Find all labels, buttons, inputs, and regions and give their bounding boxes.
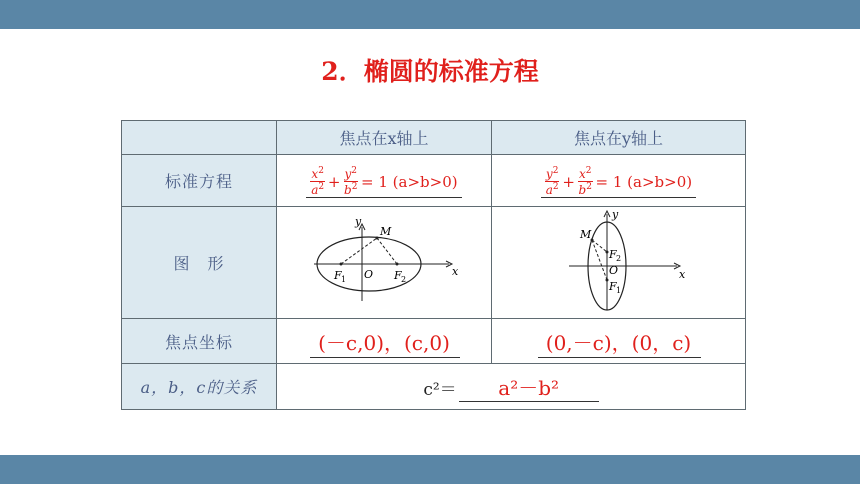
relation-equation xyxy=(423,372,598,402)
equation-x-axis-cell xyxy=(277,155,492,207)
relation-answer: a²－b² xyxy=(459,372,599,402)
ellipse-horizontal-figure xyxy=(294,213,474,309)
row-label-focus-coords: 焦点坐标 xyxy=(122,319,277,364)
focus-label-f2: F xyxy=(608,247,617,261)
subscript-2: 2 xyxy=(401,274,407,284)
subscript-2: 2 xyxy=(615,253,621,263)
axis-label-x: x xyxy=(678,267,685,281)
foci-x-axis-cell xyxy=(277,319,492,364)
origin-label: O xyxy=(364,267,374,281)
axis-label-x: x xyxy=(452,264,459,278)
equation-y-axis: $\frac{y^2}{a^2}$ + $\frac{x^2}{b^2}$ = 1 (a>b>0) xyxy=(541,167,696,198)
foci-y-axis-answer: (0,－c)，(0，c) xyxy=(542,327,695,356)
ellipse-table xyxy=(121,120,746,410)
equation-x-axis-rhs: = 1 (a>b>0) xyxy=(361,172,458,191)
point-label-m: M xyxy=(579,227,591,241)
point-label-m: M xyxy=(380,224,392,238)
focus-label-f2: F xyxy=(394,268,402,282)
focus-label-f1: F xyxy=(334,268,342,282)
page-title: 2．椭圆的标准方程 xyxy=(321,57,539,86)
row-label-standard-equation: 标准方程 xyxy=(122,155,277,207)
bottom-banner xyxy=(0,455,860,484)
foci-x-axis-answer: (－c,0)，(c,0) xyxy=(314,327,454,356)
relation-lhs: c²＝ xyxy=(423,379,457,400)
subscript-1: 1 xyxy=(615,285,621,295)
header-empty xyxy=(122,121,277,155)
header-x-axis: 焦点在x轴上 xyxy=(277,121,492,155)
equation-y-axis-cell xyxy=(492,155,746,207)
relation-cell xyxy=(277,364,746,410)
row-label-relation: a，b，c的关系 xyxy=(122,364,277,410)
focus-label-f1: F xyxy=(608,279,617,293)
top-banner xyxy=(0,0,860,29)
figure-x-axis-cell xyxy=(277,207,492,319)
header-y-axis: 焦点在y轴上 xyxy=(492,121,746,155)
axis-label-y: y xyxy=(355,214,362,228)
subscript-1: 1 xyxy=(341,274,347,284)
axis-label-y: y xyxy=(611,207,618,221)
equation-y-axis-rhs: = 1 (a>b>0) xyxy=(595,172,693,191)
ellipse-vertical-figure xyxy=(549,208,689,314)
foci-y-axis-cell xyxy=(492,319,746,364)
equation-x-axis: $\frac{x^2}{a^2}$ + $\frac{y^2}{b^2}$ = 1 (a>b>0) xyxy=(306,167,461,198)
figure-y-axis-cell xyxy=(492,207,746,319)
origin-label: O xyxy=(608,263,618,277)
row-label-figure: 图 形 xyxy=(122,207,277,319)
